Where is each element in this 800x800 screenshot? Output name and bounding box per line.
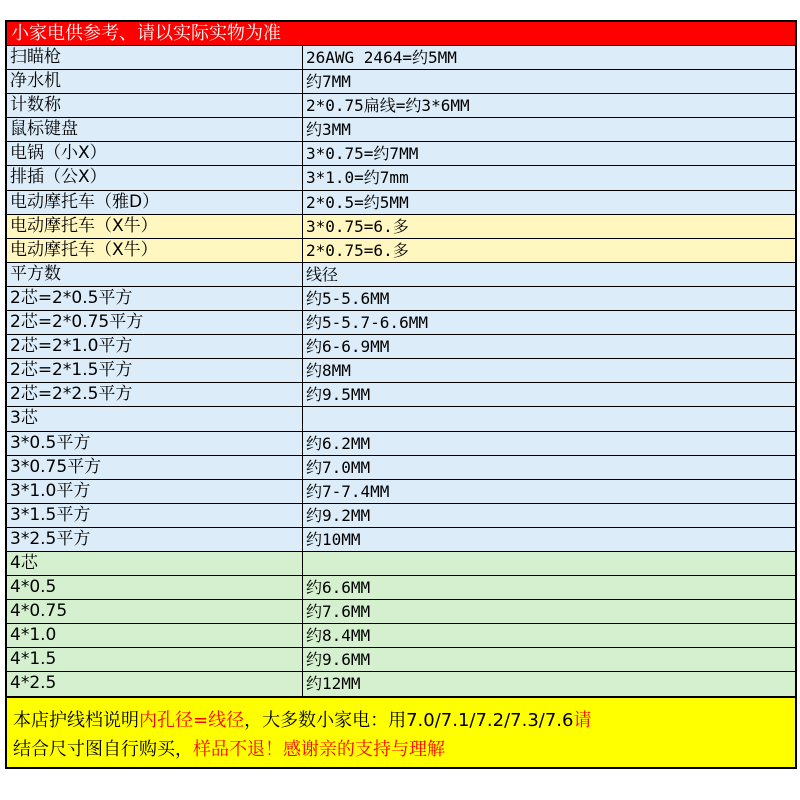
table-row [7, 407, 795, 431]
row-label: 4*1.5 [7, 648, 303, 671]
row-label: 鼠标键盘 [7, 118, 303, 141]
table-row [7, 215, 795, 239]
row-label: 4*1.0 [7, 624, 303, 647]
table-title: 小家电供参考、请以实际实物为准 [7, 20, 795, 46]
row-label: 2芯=2*0.75平方 [7, 311, 303, 334]
row-label: 电动摩托车（X牛） [7, 239, 303, 262]
row-value: 约5-5.7-6.6MM [306, 313, 428, 333]
table-row [7, 70, 795, 94]
row-label: 电动摩托车（X牛） [7, 215, 303, 238]
notice-box [7, 697, 795, 769]
row-value: 约7.0MM [306, 457, 371, 477]
row-value [303, 552, 795, 575]
table-row [7, 263, 795, 287]
table-row [7, 239, 795, 263]
notice-text: 结合尺寸图自行购买， [13, 738, 193, 760]
row-label: 4芯 [7, 552, 303, 575]
row-value: 约6.2MM [306, 433, 371, 453]
notice-text: ，大多数小家电：用7.0/7.1/7.2/7.3/7.6 [244, 709, 574, 731]
notice-highlight: 内孔径=线径 [139, 709, 245, 731]
notice-text: 本店护线档说明 [13, 709, 139, 731]
row-value: 约9.5MM [306, 385, 371, 405]
row-value: 约6.6MM [306, 578, 371, 598]
row-value: 约6-6.9MM [306, 337, 390, 357]
row-value: 2*0.5=约5MM [306, 192, 409, 212]
row-label: 2芯=2*1.0平方 [7, 335, 303, 358]
row-value: 2*0.75扁线=约3*6MM [306, 96, 470, 116]
row-label: 计数称 [7, 94, 303, 117]
row-value [303, 407, 795, 430]
row-label: 电动摩托车（雅D） [7, 191, 303, 214]
table-row [7, 504, 795, 528]
row-label: 扫瞄枪 [7, 46, 303, 69]
table-row [7, 648, 795, 672]
notice-highlight: 样品不退！感谢亲的支持与理解 [193, 738, 445, 760]
row-value: 3*1.0=约7mm [306, 168, 409, 188]
row-value: 约7MM [306, 72, 351, 92]
row-label: 4*0.5 [7, 576, 303, 599]
row-value: 3*0.75=6.多 [306, 216, 409, 236]
notice-highlight: 请 [573, 709, 592, 731]
table-row [7, 166, 795, 190]
row-value: 约3MM [306, 120, 351, 140]
row-value: 2*0.75=6.多 [306, 240, 409, 260]
notice-line-1 [13, 706, 789, 735]
row-label: 3*2.5平方 [7, 528, 303, 551]
row-label: 2芯=2*2.5平方 [7, 383, 303, 406]
row-label: 4*2.5 [7, 672, 303, 695]
row-value: 约5-5.6MM [306, 288, 390, 308]
row-label: 3*0.75平方 [7, 456, 303, 479]
table-row [7, 552, 795, 576]
row-value: 约10MM [306, 529, 361, 549]
row-value: 约7-7.4MM [306, 481, 390, 501]
row-value: 约8MM [306, 361, 351, 381]
notice-line-2 [13, 735, 789, 764]
table-row [7, 287, 795, 311]
row-value: 约8.4MM [306, 626, 371, 646]
row-label: 3*1.5平方 [7, 504, 303, 527]
row-label: 电锅（小X） [7, 142, 303, 165]
table-row [7, 528, 795, 552]
row-value: 3*0.75=约7MM [306, 144, 419, 164]
row-label: 2芯=2*0.5平方 [7, 287, 303, 310]
table-row [7, 118, 795, 142]
table-row [7, 142, 795, 166]
table-row [7, 94, 795, 118]
table-row [7, 359, 795, 383]
row-label: 2芯=2*1.5平方 [7, 359, 303, 382]
row-label: 4*0.75 [7, 600, 303, 623]
row-value: 约12MM [306, 674, 361, 694]
row-value: 约9.6MM [306, 650, 371, 670]
table-body [7, 46, 795, 697]
row-label: 排插（公X） [7, 166, 303, 189]
table-row [7, 432, 795, 456]
row-value: 约9.2MM [306, 505, 371, 525]
row-value: 约7.6MM [306, 602, 371, 622]
table-row [7, 335, 795, 359]
table-row [7, 672, 795, 696]
row-label: 3*1.0平方 [7, 480, 303, 503]
table-row [7, 46, 795, 70]
row-label: 3芯 [7, 407, 303, 430]
table-row [7, 191, 795, 215]
row-label: 净水机 [7, 70, 303, 93]
table-row [7, 383, 795, 407]
row-value: 26AWG 2464=约5MM [306, 48, 457, 67]
table-row [7, 456, 795, 480]
table-row [7, 576, 795, 600]
table-row [7, 600, 795, 624]
row-label: 3*0.5平方 [7, 432, 303, 455]
table-row [7, 624, 795, 648]
spec-table [5, 20, 797, 769]
table-row [7, 311, 795, 335]
row-label: 平方数 [7, 263, 303, 286]
table-row [7, 480, 795, 504]
row-value: 线径 [306, 264, 339, 284]
